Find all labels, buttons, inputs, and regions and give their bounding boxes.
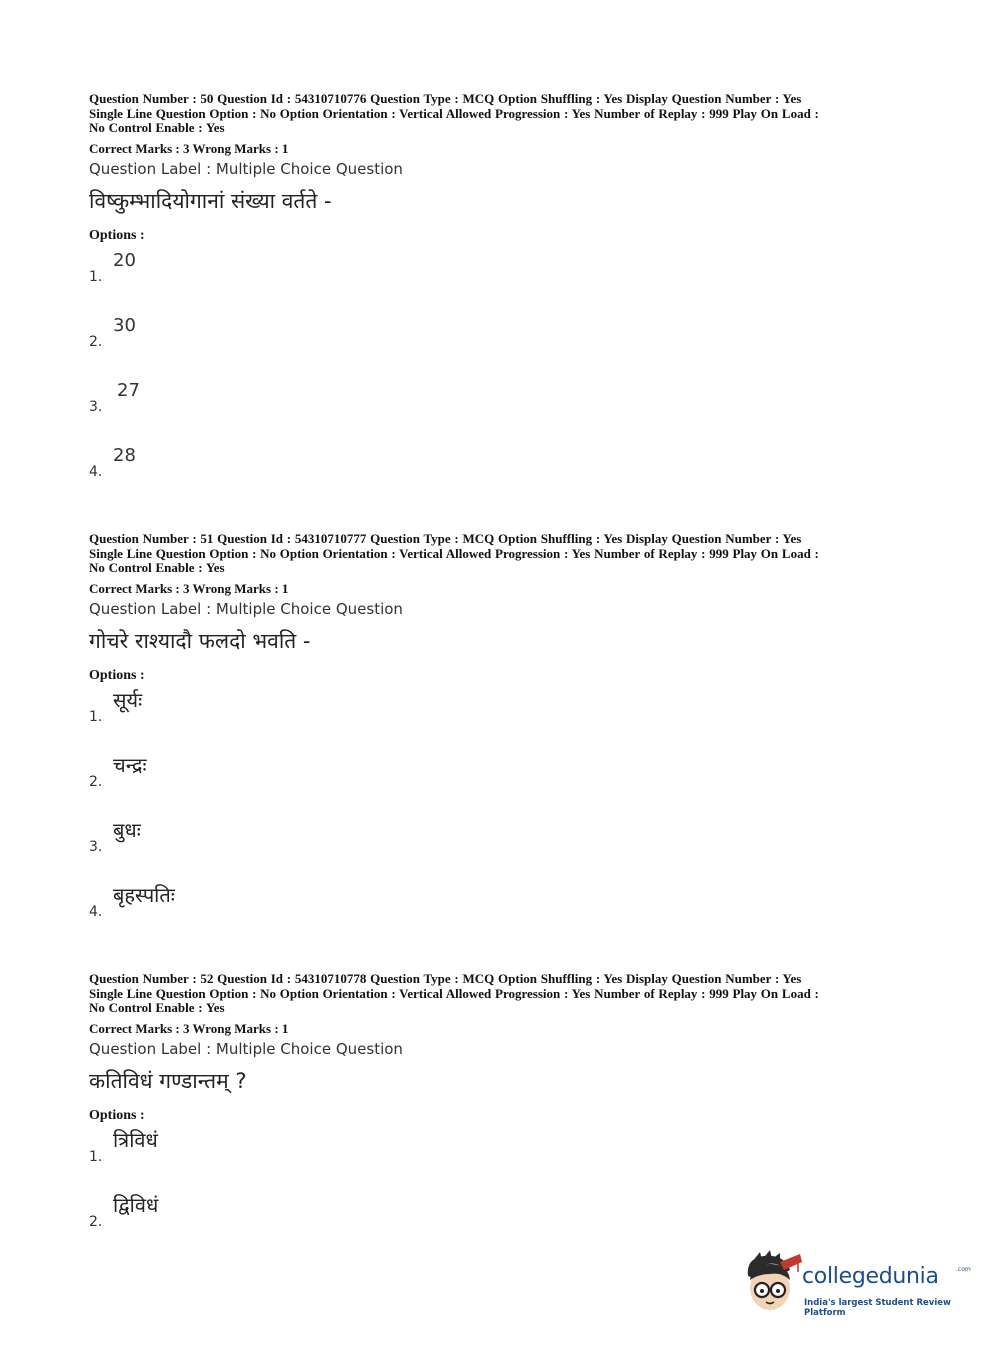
option-text: त्रिविधं — [113, 1127, 158, 1152]
option-number: 2. — [89, 1213, 103, 1230]
option-text: सूर्यः — [113, 687, 143, 712]
option-item[interactable] — [89, 686, 919, 751]
options-list — [89, 686, 919, 946]
option-item[interactable] — [89, 1191, 919, 1256]
options-list — [89, 1126, 919, 1256]
option-number: 1. — [89, 708, 103, 725]
option-item[interactable] — [89, 751, 919, 816]
option-item[interactable] — [89, 311, 919, 376]
option-item[interactable] — [89, 816, 919, 881]
option-text: 27 — [117, 379, 140, 401]
question-meta-line: Single Line Question Option : No Option Orientation : Vertical Allowed Progression : Yes Number of Replay : 999 Play On Load : — [89, 985, 819, 1001]
option-text: द्विविधं — [113, 1192, 159, 1217]
option-item[interactable] — [89, 376, 919, 441]
logo-tagline: India's largest Student Review Platform — [804, 1298, 951, 1318]
collegedunia-logo — [740, 1250, 970, 1320]
question-text: विष्कुम्भादियोगानां संख्या वर्तते - — [89, 188, 332, 213]
options-heading: Options : — [89, 1107, 145, 1123]
options-list — [89, 246, 919, 506]
question-meta-line: Single Line Question Option : No Option Orientation : Vertical Allowed Progression : Yes Number of Replay : 999 Play On Load : — [89, 545, 819, 561]
question-text: गोचरे राश्यादौ फलदो भवति - — [89, 628, 311, 653]
question-label: Question Label : Multiple Choice Question — [89, 599, 403, 618]
marks-info: Correct Marks : 3 Wrong Marks : 1 — [89, 140, 289, 156]
option-number: 3. — [89, 838, 103, 855]
logo-name: collegedunia — [802, 1264, 939, 1289]
options-heading: Options : — [89, 667, 145, 683]
option-number: 2. — [89, 773, 103, 790]
option-number: 3. — [89, 398, 103, 415]
question-meta-line: Single Line Question Option : No Option Orientation : Vertical Allowed Progression : Yes Number of Replay : 999 Play On Load : — [89, 105, 819, 121]
option-text: बुधः — [113, 817, 141, 842]
mascot-face-icon — [740, 1250, 802, 1316]
option-item[interactable] — [89, 881, 919, 946]
question-meta-line: Question Number : 50 Question Id : 54310710776 Question Type : MCQ Option Shuffling : Yes Display Question Number : Yes — [89, 91, 802, 106]
marks-info: Correct Marks : 3 Wrong Marks : 1 — [89, 580, 289, 596]
option-text: 30 — [113, 314, 136, 336]
question-meta-line: No Control Enable : Yes — [89, 120, 225, 135]
question-meta-line: No Control Enable : Yes — [89, 1000, 225, 1015]
options-heading: Options : — [89, 227, 145, 243]
marks-info: Correct Marks : 3 Wrong Marks : 1 — [89, 1020, 289, 1036]
option-text: 28 — [113, 444, 136, 466]
option-item[interactable] — [89, 441, 919, 506]
question-meta-line: Question Number : 51 Question Id : 54310710777 Question Type : MCQ Option Shuffling : Yes Display Question Number : Yes — [89, 531, 802, 546]
question-meta-line: Question Number : 52 Question Id : 54310710778 Question Type : MCQ Option Shuffling : Yes Display Question Number : Yes — [89, 971, 802, 986]
option-text: 20 — [113, 249, 136, 271]
option-number: 2. — [89, 333, 103, 350]
option-text: बृहस्पतिः — [113, 882, 175, 907]
option-item[interactable] — [89, 246, 919, 311]
question-meta-line: No Control Enable : Yes — [89, 560, 225, 575]
option-number: 4. — [89, 903, 103, 920]
option-text: चन्द्रः — [113, 752, 147, 777]
option-number: 4. — [89, 463, 103, 480]
question-block-52 — [89, 972, 919, 1256]
question-label: Question Label : Multiple Choice Question — [89, 159, 403, 178]
option-item[interactable] — [89, 1126, 919, 1191]
question-label: Question Label : Multiple Choice Question — [89, 1039, 403, 1058]
option-number: 1. — [89, 268, 103, 285]
question-block-51 — [89, 532, 919, 946]
question-text: कतिविधं गण्डान्तम् ? — [89, 1068, 247, 1093]
option-number: 1. — [89, 1148, 103, 1165]
question-block-50 — [89, 92, 919, 506]
logo-suffix: .com — [956, 1266, 971, 1273]
